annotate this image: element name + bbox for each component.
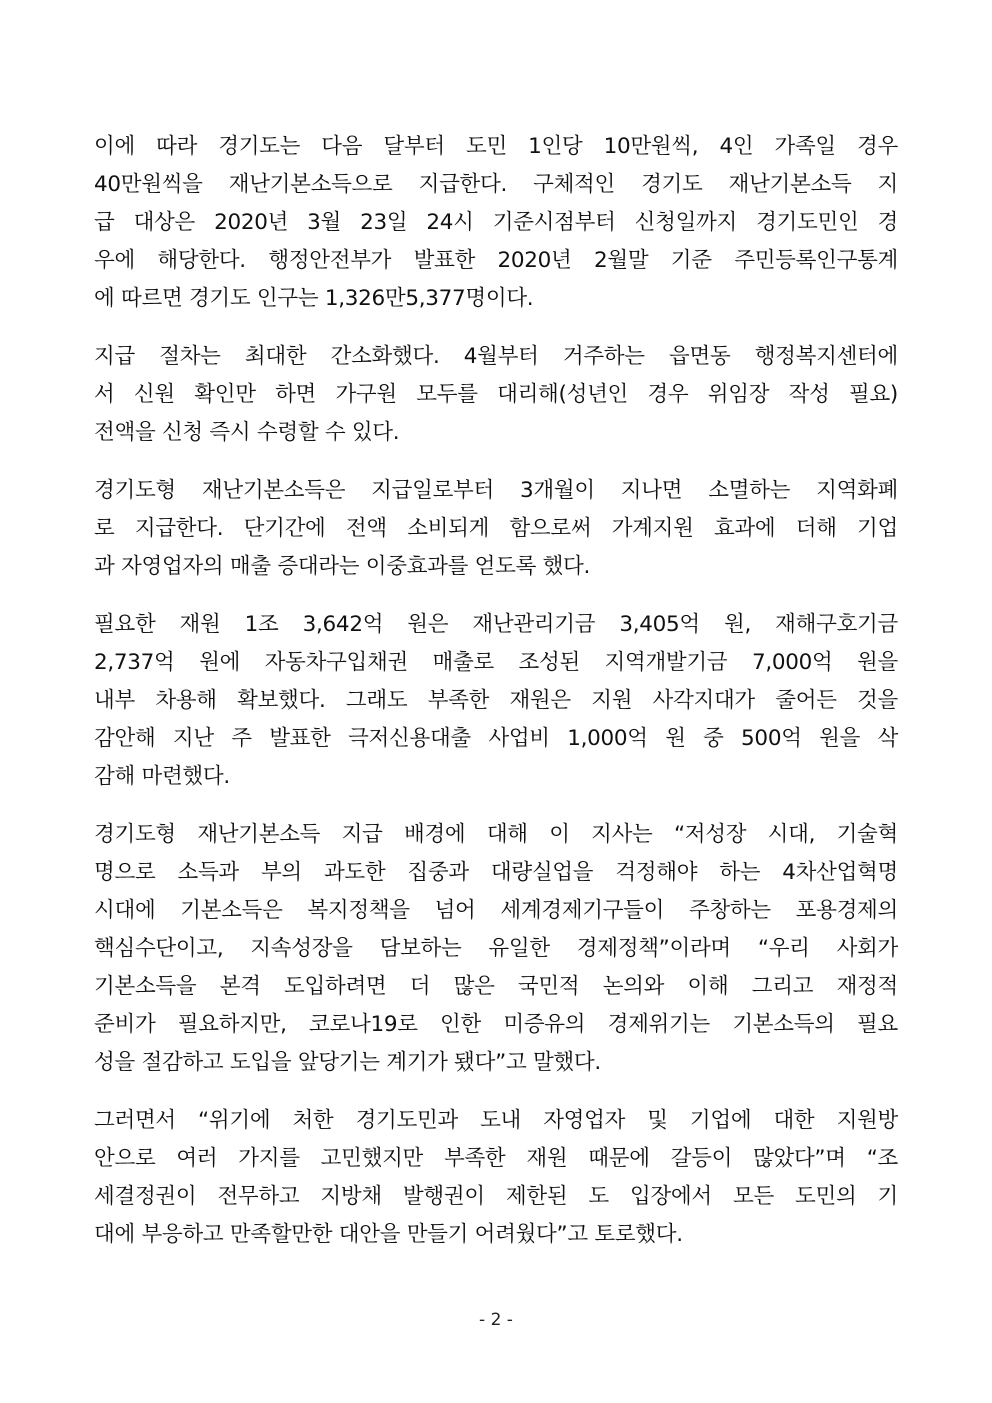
text-line: 지급 절차는 최대한 간소화했다. 4월부터 거주하는 읍면동 행정복지센터에 bbox=[94, 344, 898, 369]
text-line: 급 대상은 2020년 3월 23일 24시 기준시점부터 신청일까지 경기도민인 경 bbox=[94, 210, 898, 235]
text-line: 경기도형 재난기본소득은 지급일로부터 3개월이 지나면 소멸하는 지역화폐 bbox=[94, 478, 898, 503]
text-line: 성을 절감하고 도입을 앞당기는 계기가 됐다”고 말했다. bbox=[94, 1050, 601, 1075]
text-line: 과 자영업자의 매출 증대라는 이중효과를 얻도록 했다. bbox=[94, 554, 591, 579]
text-line: 로 지급한다. 단기간에 전액 소비되게 함으로써 가계지원 효과에 더해 기업 bbox=[94, 516, 898, 541]
paragraph-payment-plan bbox=[94, 128, 898, 318]
text-line: 필요한 재원 1조 3,642억 원은 재난관리기금 3,405억 원, 재해구호기금 bbox=[94, 612, 898, 637]
text-line: 세결정권이 전무하고 지방채 발행권이 제한된 도 입장에서 모든 도민의 기 bbox=[94, 1184, 898, 1209]
text-line: 그러면서 “위기에 처한 경기도민과 도내 자영업자 및 기업에 대한 지원방 bbox=[94, 1108, 898, 1133]
text-line: 시대에 기본소득은 복지정책을 넘어 세계경제기구들이 주창하는 포용경제의 bbox=[94, 898, 898, 923]
text-line: 이에 따라 경기도는 다음 달부터 도민 1인당 10만원씩, 4인 가족일 경우 bbox=[94, 134, 898, 159]
text-line: 2,737억 원에 자동차구입채권 매출로 조성된 지역개발기금 7,000억 원을 bbox=[94, 650, 898, 675]
text-line: 명으로 소득과 부의 과도한 집중과 대량실업을 걱정해야 하는 4차산업혁명 bbox=[94, 860, 898, 885]
text-line: 전액을 신청 즉시 수령할 수 있다. bbox=[94, 420, 400, 445]
page-number: - 2 - bbox=[479, 1310, 513, 1330]
text-line: 기본소득을 본격 도입하려면 더 많은 국민적 논의와 이해 그리고 재정적 bbox=[94, 974, 898, 999]
text-line: 준비가 필요하지만, 코로나19로 인한 미증유의 경제위기는 기본소득의 필요 bbox=[94, 1012, 898, 1037]
text-line: 감안해 지난 주 발표한 극저신용대출 사업비 1,000억 원 중 500억 원을 삭 bbox=[94, 726, 898, 751]
paragraph-funding bbox=[94, 606, 898, 796]
paragraph-background bbox=[94, 816, 898, 1082]
body-text bbox=[94, 128, 898, 1274]
text-line: 내부 차용해 확보했다. 그래도 부족한 재원은 지원 사각지대가 줄어든 것을 bbox=[94, 688, 898, 713]
text-line: 핵심수단이고, 지속성장을 담보하는 유일한 경제정책”이라며 “우리 사회가 bbox=[94, 936, 898, 961]
text-line: 40만원씩을 재난기본소득으로 지급한다. 구체적인 경기도 재난기본소득 지 bbox=[94, 172, 898, 197]
paragraph-difficulties bbox=[94, 1102, 898, 1254]
paragraph-procedure bbox=[94, 338, 898, 452]
text-line: 서 신원 확인만 하면 가구원 모두를 대리해(성년인 경우 위임장 작성 필요) bbox=[94, 382, 898, 407]
text-line: 에 따르면 경기도 인구는 1,326만5,377명이다. bbox=[94, 286, 534, 311]
text-line: 우에 해당한다. 행정안전부가 발표한 2020년 2월말 기준 주민등록인구통계 bbox=[94, 248, 898, 273]
text-line: 감해 마련했다. bbox=[94, 764, 230, 789]
text-line: 대에 부응하고 만족할만한 대안을 만들기 어려웠다”고 토로했다. bbox=[94, 1222, 683, 1247]
text-line: 경기도형 재난기본소득 지급 배경에 대해 이 지사는 “저성장 시대, 기술혁 bbox=[94, 822, 898, 847]
text-line: 안으로 여러 가지를 고민했지만 부족한 재원 때문에 갈등이 많았다”며 “조 bbox=[94, 1146, 898, 1171]
paragraph-local-currency bbox=[94, 472, 898, 586]
